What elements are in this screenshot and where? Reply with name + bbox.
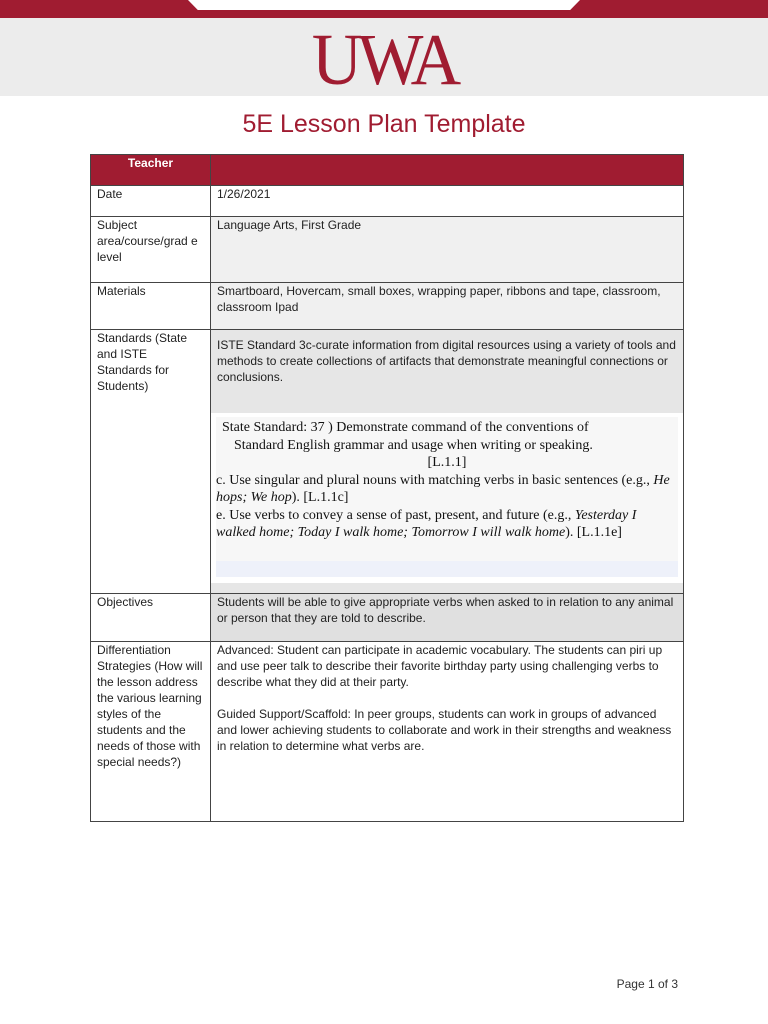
objectives-value: Students will be able to give appropriate verbs when asked to in relation to any animal or person that they are told to describe. xyxy=(211,594,684,642)
teacher-label: Teacher xyxy=(91,155,211,186)
subject-value: Language Arts, First Grade xyxy=(211,217,684,283)
differentiation-row xyxy=(91,642,684,822)
objectives-label: Objectives xyxy=(91,594,211,642)
state-standard xyxy=(216,417,678,577)
differentiation-value xyxy=(211,642,684,822)
differentiation-label: Differentiation Strategies (How will the lesson address the various learning styles of the students and the needs of those with special needs?) xyxy=(91,642,211,822)
advanced-strategy: Advanced: Student can participate in academic vocabulary. The students can piri up and use peer talk to describe their favorite birthday party using challenging verbs to describe what they did at their party. xyxy=(217,643,663,689)
item-e-text: e. Use verbs to convey a sense of past, present, and future (e.g., xyxy=(216,507,575,523)
teacher-row xyxy=(91,155,684,186)
materials-value: Smartboard, Hovercam, small boxes, wrapping paper, ribbons and tape, classroom, classroom Ipad xyxy=(211,283,684,330)
state-standard-wrap xyxy=(211,413,683,583)
state-standard-item-c xyxy=(216,472,678,507)
item-c-example: He hops; We hop xyxy=(216,472,670,505)
header-notch xyxy=(188,0,580,10)
objectives-row xyxy=(91,594,684,642)
materials-row xyxy=(91,283,684,330)
teacher-value xyxy=(211,155,684,186)
subject-row xyxy=(91,217,684,283)
date-value: 1/26/2021 xyxy=(211,186,684,217)
lesson-plan-table xyxy=(90,154,684,822)
item-e-code: ). [L.1.1e] xyxy=(565,525,622,540)
state-standard-line: State Standard: 37 ) Demonstrate command of the conventions of xyxy=(222,420,589,435)
guided-support-strategy: Guided Support/Scaffold: In peer groups, students can work in groups of advanced and lower achieving students to collaborate and work in their strengths and weakness in relation to determine what verbs are. xyxy=(217,707,672,753)
document-title: 5E Lesson Plan Template xyxy=(242,110,526,138)
standards-label: Standards (State and ISTE Standards for Students) xyxy=(91,330,211,594)
iste-standard: ISTE Standard 3c-curate information from digital resources using a variety of tools and methods to create collections of artifacts that demonstrate meaningful connections or conclusions. xyxy=(211,330,683,413)
date-label: Date xyxy=(91,186,211,217)
item-c-text: c. Use singular and plural nouns with matching verbs in basic sentences (e.g., xyxy=(216,472,654,488)
materials-label: Materials xyxy=(91,283,211,330)
selection-highlight xyxy=(216,561,678,577)
state-standard-item-e xyxy=(216,507,678,542)
standards-row xyxy=(91,330,684,594)
uwa-logo: UWA xyxy=(311,20,457,101)
item-c-code: ). [L.1.1c] xyxy=(291,490,349,505)
state-standard-line: Standard English grammar and usage when writing or speaking. xyxy=(234,437,593,453)
page-number: Page 1 of 3 xyxy=(616,977,678,991)
state-standard-code: [L.1.1] xyxy=(427,455,467,470)
item-e-example: Yesterday I walked home; Today I walk home; Tomorrow I will walk home xyxy=(216,507,637,540)
subject-label: Subject area/course/grad e level xyxy=(91,217,211,283)
standards-value xyxy=(211,330,684,594)
date-row xyxy=(91,186,684,217)
